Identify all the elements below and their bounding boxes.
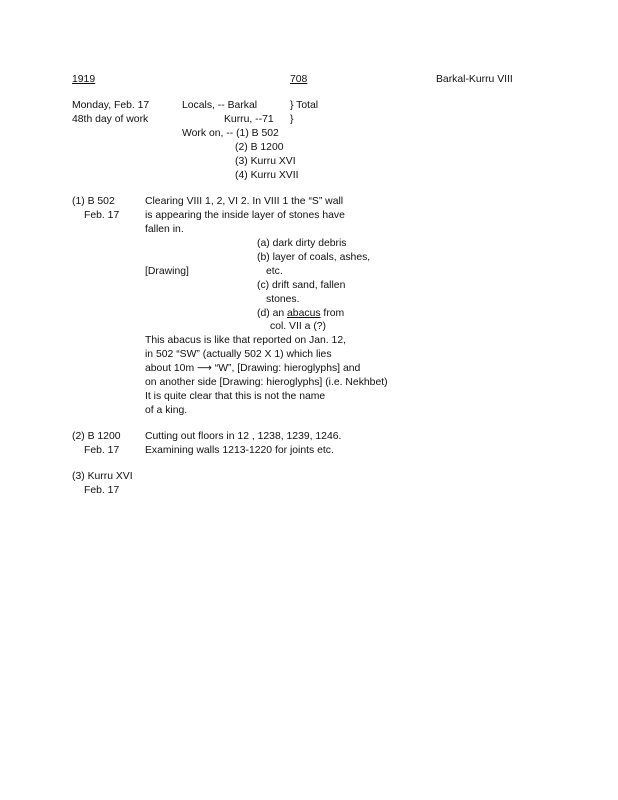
layer-c-cont: stones.: [266, 294, 300, 305]
drawing-placeholder: [Drawing]: [145, 266, 189, 277]
total-label: } Total: [290, 100, 319, 111]
entry1-line3: fallen in.: [145, 224, 184, 235]
layer-c: (c) drift sand, fallen: [257, 280, 346, 291]
entry1-line1: Clearing VIII 1, 2, VI 2. In VIII 1 the “S” wall: [145, 196, 344, 207]
entry2-heading: (2) B 1200: [72, 431, 121, 442]
entry2-line1: Cutting out floors in 12 , 1238, 1239, 1246.: [145, 431, 342, 442]
entry1-para-3: about 10m ⟶ “W”, [Drawing: hieroglyphs] and: [145, 363, 361, 374]
entry2-date: Feb. 17: [84, 445, 120, 456]
work-on-3: (3) Kurru XVI: [235, 156, 296, 167]
day-of-work: 48th day of work: [72, 114, 149, 125]
layer-a: (a) dark dirty debris: [257, 238, 347, 249]
work-on-1: Work on, -- (1) B 502: [182, 128, 279, 139]
layer-d-abacus: abacus: [287, 308, 321, 319]
layer-d-cont: col. VII a (?): [270, 321, 327, 332]
entry1-para-1: This abacus is like that reported on Jan. 12,: [145, 335, 346, 346]
locals-kurru: Kurru, --71: [224, 114, 274, 125]
brace: }: [290, 114, 294, 125]
entry1-para-5: It is quite clear that this is not the name: [145, 391, 326, 402]
page-number: 708: [290, 74, 308, 85]
entry1-date: Feb. 17: [84, 210, 120, 221]
work-on-2: (2) B 1200: [235, 142, 284, 153]
locals-barkal: Locals, -- Barkal: [182, 100, 258, 111]
entry1-para-6: of a king.: [145, 405, 188, 416]
day-date: Monday, Feb. 17: [72, 100, 150, 111]
year: 1919: [72, 74, 96, 85]
entry1-line2: is appearing the inside layer of stones have: [145, 210, 345, 221]
entry3-date: Feb. 17: [84, 485, 120, 496]
layer-b: (b) layer of coals, ashes,: [257, 252, 371, 263]
entry1-heading: (1) B 502: [72, 196, 115, 207]
layer-d-prefix: (d) an: [257, 308, 288, 319]
layer-b-cont: etc.: [266, 266, 283, 277]
entry1-para-2: in 502 “SW” (actually 502 X 1) which lies: [145, 349, 332, 360]
entry1-para-4: on another side [Drawing: hieroglyphs] (i.e. Nekhbet): [145, 377, 388, 388]
layer-d: [257, 307, 344, 320]
site-title: Barkal-Kurru VIII: [436, 74, 513, 85]
layer-d-suffix: from: [320, 308, 345, 319]
entry3-heading: (3) Kurru XVI: [72, 471, 133, 482]
work-on-4: (4) Kurru XVII: [235, 170, 299, 181]
entry2-line2: Examining walls 1213-1220 for joints etc.: [145, 445, 334, 456]
